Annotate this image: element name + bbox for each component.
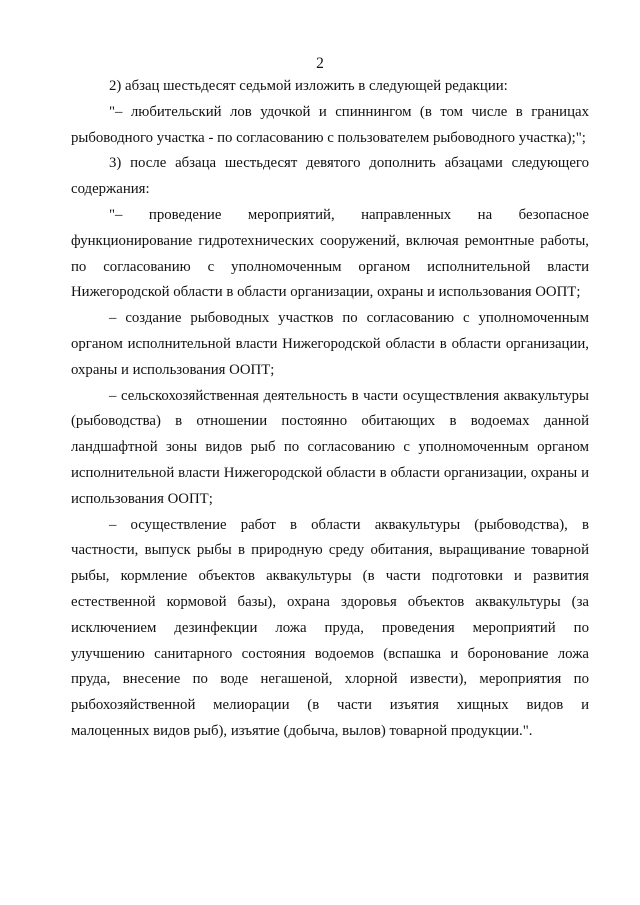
paragraph-aquaculture-works xyxy=(71,513,589,745)
paragraph-fish-farming-areas: – создание рыбоводных участков по согласованию с уполномоченным органом исполнительной власти Нижегородской области в области организации, охраны и использования ООПТ; xyxy=(71,310,589,378)
paragraph-line: – осуществление работ в области аквакультуры (рыбоводства), в xyxy=(109,516,589,533)
paragraph-line: частности, выпуск рыбы в природную среду обитания, выращивание товарной xyxy=(71,542,589,559)
paragraph-line: улучшению санитарного состояния водоемов (вспашка и боронование ложа xyxy=(71,645,589,662)
page-number: 2 xyxy=(316,55,324,72)
paragraph-agricultural-activity: – сельскохозяйственная деятельность в части осуществления аквакультуры (рыбоводства) в отношении постоянно обитающих в водоемах данной ландшафтной зоны видов рыб по согласованию с уполномоченным органом исполнительной власти Нижегородской области в области организации, охраны и использования ООПТ; xyxy=(71,387,589,507)
paragraph-line: естественной кормовой базы), охрана здоровья объектов аквакультуры (за xyxy=(71,593,589,610)
paragraph-hydraulic-structures: "– проведение мероприятий, направленных на безопасное функционирование гидротехнических сооружений, включая ремонтные работы, по согласованию с уполномоченным органом исполнительной власти Нижегородской области в области организации, охраны и использования ООПТ; xyxy=(71,206,589,301)
paragraph-line: малоценных видов рыб), изъятие (добыча, вылов) товарной продукции.". xyxy=(71,722,533,739)
paragraph-quoted-amateur-fishing: "– любительский лов удочкой и спиннингом (в том числе в границах рыбоводного участка - по согласованию с пользователем рыбоводного участка);"; xyxy=(71,103,589,146)
paragraph-line: пруда, внесение по воде негашеной, хлорной извести), мероприятия по xyxy=(71,671,589,688)
paragraph-line: рыбохозяйственной мелиорации (в части изъятия хищных видов и xyxy=(71,697,589,714)
paragraph-line: рыбы, кормление объектов аквакультуры (в части подготовки и развития xyxy=(71,568,589,585)
paragraph-line: исключением дезинфекции ложа пруда, проведения мероприятий по xyxy=(71,619,589,636)
paragraph-item-2: 2) абзац шестьдесят седьмой изложить в следующей редакции: xyxy=(109,78,508,94)
document-body xyxy=(71,74,589,745)
paragraph-item-3: 3) после абзаца шестьдесят девятого дополнить абзацами следующего содержания: xyxy=(71,155,589,198)
